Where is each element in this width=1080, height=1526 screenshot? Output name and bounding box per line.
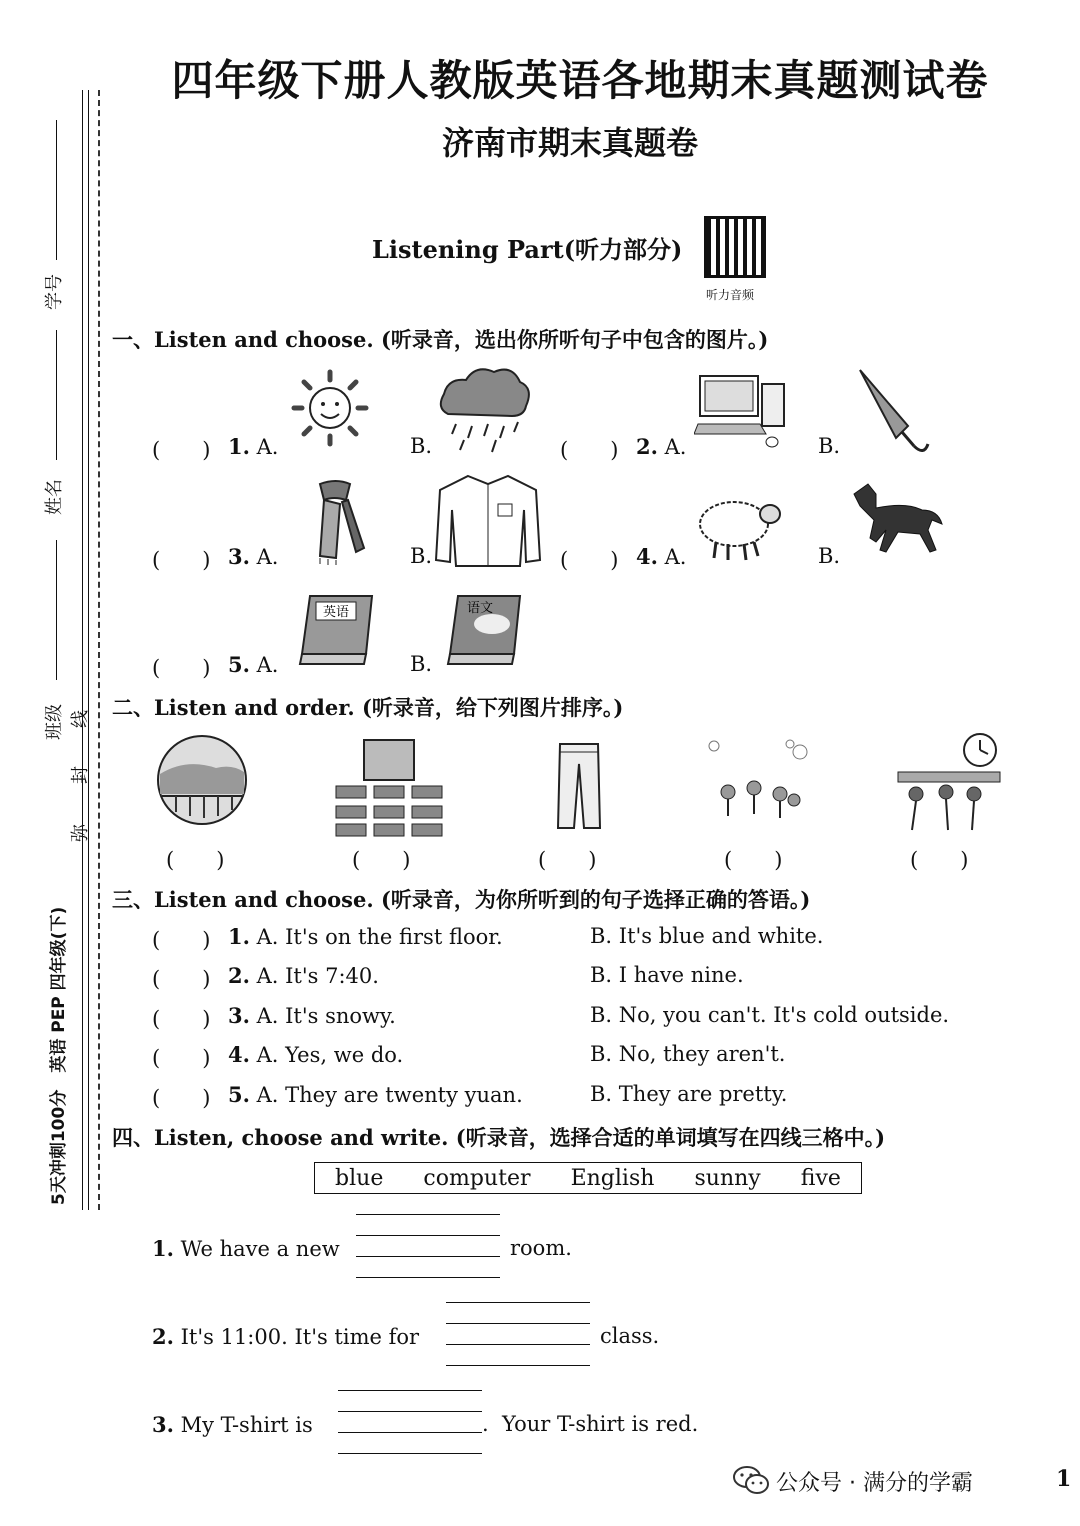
option-b: B. It's blue and white. <box>590 924 824 948</box>
seal-char-line: 线 <box>70 710 91 728</box>
order-bracket[interactable]: ( ) <box>910 848 969 872</box>
answer-bracket[interactable]: ( ) <box>152 1086 211 1110</box>
section1-heading: 一、Listen and choose. (听录音，选出你所听句子中包含的图片。) <box>112 327 769 352</box>
rain-cloud-icon <box>434 360 534 456</box>
question-number: 2. A. It's 7:40. <box>228 963 379 988</box>
option-b-label: B. <box>410 544 433 568</box>
option-b-label: B. <box>818 544 841 568</box>
four-line-grid-3[interactable] <box>338 1390 482 1454</box>
answer-bracket[interactable]: ( ) <box>152 1046 211 1070</box>
name-fill-line <box>56 330 57 460</box>
umbrella-icon <box>852 364 932 458</box>
pants-icon <box>556 740 602 830</box>
sheep-icon <box>694 484 784 564</box>
option-a: A. It's on the first floor. <box>256 925 503 949</box>
section3-heading: 三、Listen and choose. (听录音，为你所听到的句子选择正确的答语。) <box>112 887 811 912</box>
playground-scene-icon <box>704 736 810 822</box>
horse-icon <box>846 480 946 560</box>
question-number: 5. A. They are twenty yuan. <box>228 1082 523 1107</box>
fill-sentence-3: 3. My T-shirt is <box>152 1412 313 1437</box>
question-number: 3. A. <box>228 544 279 569</box>
option-b: B. They are pretty. <box>590 1082 788 1106</box>
order-bracket[interactable]: ( ) <box>352 848 411 872</box>
seal-char-seal: 封 <box>70 766 91 784</box>
question-number: 3. A. It's snowy. <box>228 1003 396 1028</box>
four-line-grid-2[interactable] <box>446 1302 590 1366</box>
question-number: 1. A. <box>228 434 279 459</box>
qr-code-icon[interactable] <box>704 216 766 278</box>
fill-sentence-2: 2. It's 11:00. It's time for <box>152 1324 420 1349</box>
binding-line-2 <box>88 90 89 1210</box>
section2-heading: 二、Listen and order. (听录音，给下列图片排序。) <box>112 695 624 720</box>
answer-bracket[interactable]: ( ) <box>152 967 211 991</box>
answer-bracket[interactable]: ( ) <box>152 1007 211 1031</box>
option-b: B. No, they aren't. <box>590 1042 786 1066</box>
page-title: 四年级下册人教版英语各地期末真题测试卷 <box>171 56 989 105</box>
chinese-book-icon <box>442 590 526 670</box>
option-b: B. I have nine. <box>590 963 744 987</box>
scarf-icon <box>300 478 370 566</box>
wechat-icon <box>732 1464 770 1496</box>
option-a: A. They are twenty yuan. <box>256 1083 523 1107</box>
answer-bracket[interactable]: ( ) <box>152 928 211 952</box>
question-number: 2. A. <box>636 434 687 459</box>
school-clock-scene-icon <box>896 732 1002 836</box>
fill-sentence-1: 1. We have a new <box>152 1236 340 1261</box>
option-b-label: B. <box>410 652 433 676</box>
question-number: 5. A. <box>228 652 279 677</box>
sidebar-book-title: 5天冲刺100分 英语 PEP 四年级(下) <box>49 906 69 1205</box>
sidebar-student-id: 学号 <box>44 274 65 310</box>
seal-char-mi: 弥 <box>70 824 91 842</box>
binding-dashed-line <box>98 90 100 1210</box>
english-book-label: 英语 <box>322 605 350 620</box>
word-bank <box>314 1162 862 1194</box>
fill-sentence-1-end: room. <box>510 1236 572 1260</box>
word-bank-item: sunny <box>694 1165 761 1191</box>
footer-account: 公众号 · 满分的学霸 <box>776 1471 973 1496</box>
class-fill-line <box>56 540 57 680</box>
answer-bracket[interactable]: ( ) <box>560 548 619 572</box>
question-number: 1. A. It's on the first floor. <box>228 924 503 949</box>
order-bracket[interactable]: ( ) <box>166 848 225 872</box>
binding-line <box>82 90 83 1210</box>
option-a: A. Yes, we do. <box>256 1043 404 1067</box>
question-number: 4. A. <box>636 544 687 569</box>
option-b-label: B. <box>818 434 841 458</box>
sidebar-name: 姓名 <box>44 479 65 515</box>
sun-icon <box>288 366 372 450</box>
option-a: A. It's snowy. <box>256 1004 396 1028</box>
farm-scene-icon <box>156 734 248 826</box>
four-line-grid-1[interactable] <box>356 1214 500 1278</box>
fill-sentence-3-end: . Your T-shirt is red. <box>482 1412 699 1436</box>
page-number: 1 <box>1056 1466 1072 1492</box>
shirt-icon <box>432 470 544 570</box>
word-bank-item: English <box>570 1165 655 1191</box>
sidebar-class: 班级 <box>44 704 65 740</box>
classroom-icon <box>334 736 444 838</box>
option-b: B. No, you can't. It's cold outside. <box>590 1003 950 1027</box>
option-a: A. It's 7:40. <box>256 964 379 988</box>
question-number: 4. A. Yes, we do. <box>228 1042 404 1067</box>
word-bank-item: computer <box>423 1165 531 1191</box>
fill-sentence-2-end: class. <box>600 1324 660 1348</box>
word-bank-item: blue <box>335 1165 384 1191</box>
answer-bracket[interactable]: ( ) <box>152 438 211 462</box>
qr-label: 听力音频 <box>706 288 755 302</box>
page-subtitle: 济南市期末真题卷 <box>441 124 698 162</box>
answer-bracket[interactable]: ( ) <box>152 548 211 572</box>
computer-icon <box>694 372 794 452</box>
english-book-icon <box>294 590 378 670</box>
word-bank-item: five <box>800 1165 841 1191</box>
student-id-fill-line <box>56 120 57 260</box>
order-bracket[interactable]: ( ) <box>538 848 597 872</box>
answer-bracket[interactable]: ( ) <box>560 438 619 462</box>
listening-part-heading: Listening Part(听力部分) <box>372 235 683 264</box>
order-bracket[interactable]: ( ) <box>724 848 783 872</box>
answer-bracket[interactable]: ( ) <box>152 656 211 680</box>
option-b-label: B. <box>410 434 433 458</box>
section4-heading: 四、Listen, choose and write. (听录音，选择合适的单词填写在四线三格中。) <box>112 1125 886 1150</box>
chinese-book-label: 语文 <box>466 601 494 616</box>
